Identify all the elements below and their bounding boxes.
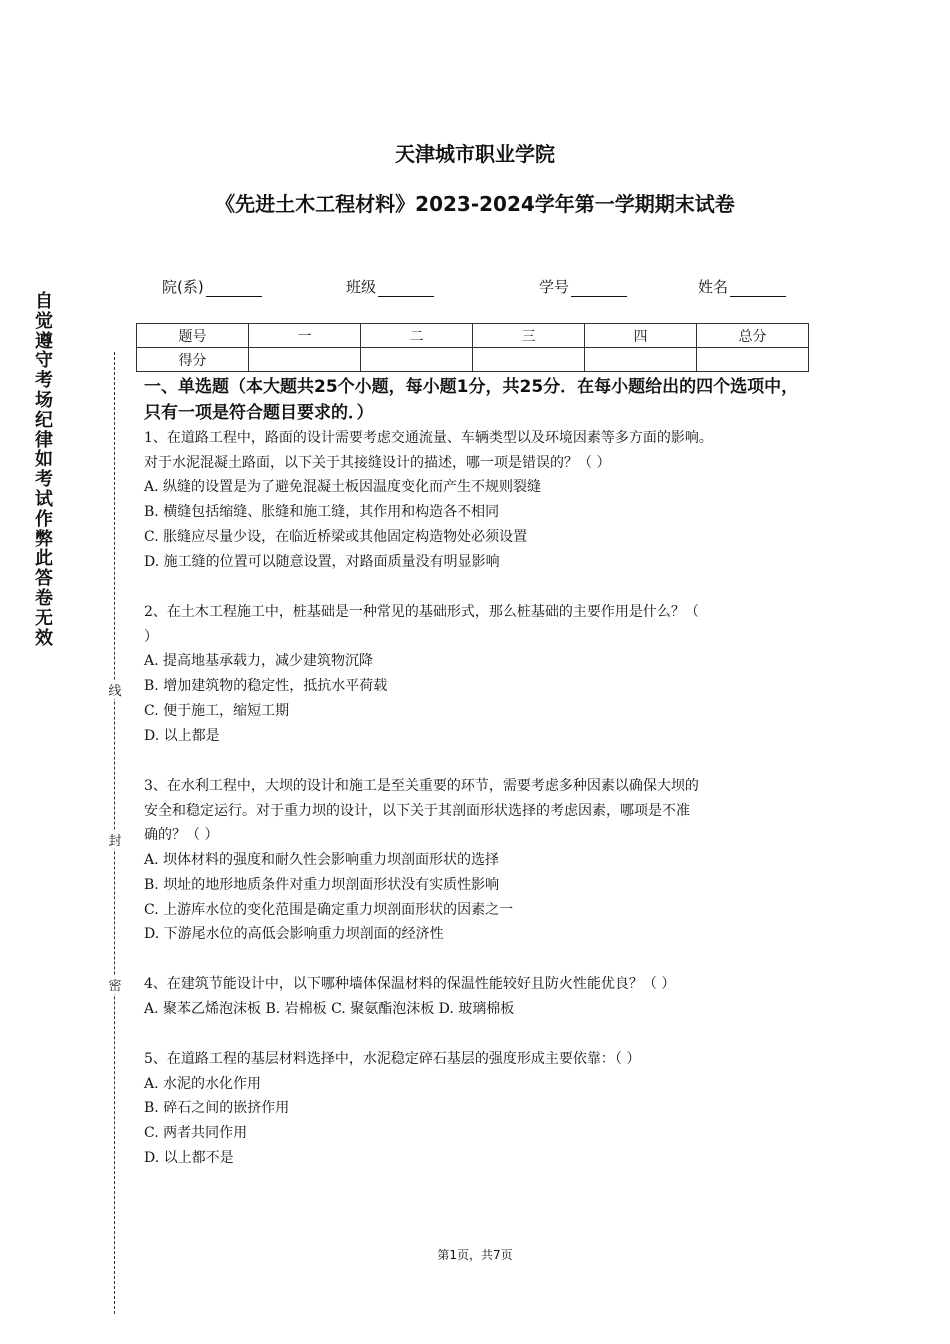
option-b: B. 增加建筑物的稳定性，抵抗水平荷载 [144,678,388,695]
score-cell [585,348,697,372]
options-inline: A. 聚苯乙烯泡沫板 B. 岩棉板 C. 聚氨酯泡沫板 D. 玻璃棉板 [144,1000,515,1017]
school-title: 天津城市职业学院 [395,142,555,166]
exam-title: 《先进土木工程材料》2023-2024学年第一学期期末试卷 [215,192,735,216]
option-c: C. 两者共同作用 [144,1125,248,1142]
table-cell: 二 [361,324,473,348]
seal-mark-secret: 密 [106,975,124,994]
option-d: D. 以上都是 [144,727,220,744]
table-cell: 题号 [137,324,249,348]
class-label: 班级 [346,278,377,296]
score-cell [361,348,473,372]
name-blank [730,280,786,297]
score-cell [473,348,585,372]
question-stem-line: 5、在道路工程的基层材料选择中，水泥稳定碎石基层的强度形成主要依靠：（ ） [144,1051,641,1067]
option-a: A. 坝体材料的强度和耐久性会影响重力坝剖面形状的选择 [144,852,500,869]
table-cell: 四 [585,324,697,348]
section-heading: 一、单选题（本大题共25个小题，每小题1分，共25分．在每小题给出的四个选项中，只有一项是符合题目要求的．） [144,377,799,423]
student-id-label: 学号 [539,278,570,296]
student-id-blank [571,280,627,297]
score-table-score-row [137,348,809,372]
option-b: B. 横缝包括缩缝、胀缝和施工缝，其作用和构造各不相同 [144,504,500,521]
table-cell: 三 [473,324,585,348]
option-d: D. 下游尾水位的高低会影响重力坝剖面的经济性 [144,926,444,943]
table-cell: 一 [249,324,361,348]
department-blank [206,280,262,297]
table-cell: 总分 [697,324,809,348]
student-id-field [539,276,627,297]
page-number: 第1页，共7页 [437,1248,513,1262]
score-cell [697,348,809,372]
question-3 [144,774,809,947]
table-cell: 得分 [137,348,249,372]
option-c: C. 便于施工，缩短工期 [144,702,290,719]
option-c: C. 胀缝应尽量少设，在临近桥梁或其他固定构造物处必须设置 [144,528,528,545]
question-5 [144,1047,809,1171]
option-d: D. 以上都不是 [144,1149,234,1166]
question-stem-line: 1、在道路工程中，路面的设计需要考虑交通流量、车辆类型以及环境因素等多方面的影响。 [144,430,713,446]
class-field [346,276,434,297]
department-field [162,276,262,297]
question-stem-line: ） [144,628,158,645]
question-stem-line: 确的？（ ） [144,827,219,844]
score-cell [249,348,361,372]
option-a: A. 纵缝的设置是为了避免混凝土板因温度变化而产生不规则裂缝 [144,479,542,496]
department-label: 院(系) [162,278,204,296]
exam-discipline-notice: 自觉遵守考场纪律如考试作弊此答卷无效 [35,291,53,649]
option-a: A. 提高地基承载力，减少建筑物沉降 [144,653,374,670]
question-1 [144,426,809,574]
question-stem-line: 3、在水利工程中，大坝的设计和施工是至关重要的环节，需要考虑多种因素以确保大坝的 [144,778,699,794]
question-stem-line: 2、在土木工程施工中，桩基础是一种常见的基础形式，那么桩基础的主要作用是什么？（ [144,604,699,620]
seal-mark-line: 线 [106,680,124,699]
option-b: B. 坝址的地形地质条件对重力坝剖面形状没有实质性影响 [144,876,500,893]
question-2 [144,600,809,748]
option-a: A. 水泥的水化作用 [144,1075,262,1092]
question-stem-line: 4、在建筑节能设计中，以下哪种墙体保温材料的保温性能较好且防火性能优良？（ ） [144,976,676,992]
option-b: B. 碎石之间的嵌挤作用 [144,1100,290,1117]
class-blank [378,280,434,297]
question-4 [144,972,809,1021]
score-table-header-row [137,324,809,348]
seal-mark-seal: 封 [106,830,124,849]
option-d: D. 施工缝的位置可以随意设置，对路面质量没有明显影响 [144,553,500,570]
option-c: C. 上游库水位的变化范围是确定重力坝剖面形状的因素之一 [144,901,514,918]
name-label: 姓名 [698,278,729,296]
name-field [698,276,786,297]
question-stem-line: 安全和稳定运行。对于重力坝的设计，以下关于其剖面形状选择的考虑因素，哪项是不准 [144,802,690,819]
score-table [136,323,809,372]
question-stem-line: 对于水泥混凝土路面，以下关于其接缝设计的描述，哪一项是错误的？（ ） [144,454,611,471]
